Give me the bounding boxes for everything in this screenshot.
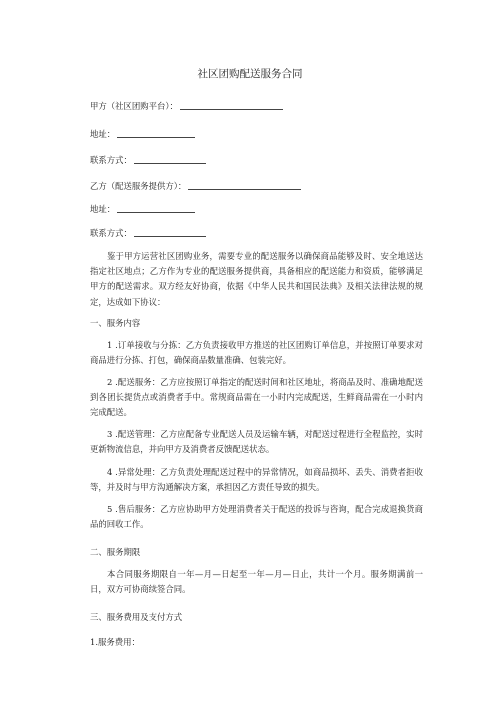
party-a-address-label: 地址：: [90, 129, 116, 139]
section-2-heading: 二、服务期限: [90, 547, 141, 557]
party-a-contact-blank: [134, 154, 206, 164]
party-a-line: [90, 100, 283, 112]
party-b-line: [90, 180, 301, 192]
party-a-label: 甲方（社区团购平台）：: [90, 101, 178, 111]
service-item-4: 4 .异常处理：乙方负责处理配送过程中的异常情况，如商品损坏、丢失、消费者拒收等，并及时与甲方沟通解决方案，承担因乙方责任导致的损失。: [90, 467, 423, 493]
service-item-5: 5 .售后服务：乙方应协助甲方处理消费者关于配送的投诉与咨询，配合完成退换货商品的回收工作。: [90, 504, 423, 530]
party-b-address-line: [90, 203, 195, 215]
party-b-contact-line: [90, 227, 206, 239]
service-term-paragraph: 本合同服务期限自一年—月—日起至一年—月—日止，共计一个月。服务期满前一日，双方可协商续签合同。: [90, 569, 423, 595]
preamble-paragraph: 鉴于甲方运营社区团购业务，需要专业的配送服务以确保商品能够及时、安全地送达指定社区地点；乙方作为专业的配送服务提供商，具备相应的配送能力和资质，能够满足甲方的配送需求。双方经友好协商，依据《中华人民共和国民法典》及相关法律法规的规定，达成如下协议：: [90, 251, 423, 307]
party-b-address-blank: [117, 203, 195, 213]
party-a-contact-label: 联系方式：: [90, 155, 132, 165]
party-b-label: 乙方（配送服务提供方）：: [90, 181, 187, 191]
service-item-3: 3 .配送管理：乙方应配备专业配送人员及运输车辆，对配送过程进行全程监控，实时更新物流信息，并向甲方及消费者反馈配送状态。: [90, 429, 423, 455]
fee-subheading: 1.服务费用：: [90, 637, 140, 647]
section-1-heading: 一、服务内容: [90, 318, 141, 328]
party-b-blank: [188, 180, 301, 190]
party-a-blank: [180, 100, 283, 110]
party-a-address-line: [90, 128, 195, 140]
party-a-contact-line: [90, 154, 206, 166]
service-item-1: 1 .订单接收与分拣：乙方负责接收甲方推送的社区团购订单信息，并按照订单要求对商品进行分拣、打包，确保商品数量准确、包装完好。: [90, 340, 423, 366]
document-title: 社区团购配送服务合同: [197, 68, 303, 80]
party-b-address-label: 地址：: [90, 204, 116, 214]
section-3-heading: 三、服务费用及支付方式: [90, 612, 183, 622]
party-b-contact-blank: [134, 227, 206, 237]
party-a-address-blank: [117, 128, 195, 138]
service-item-2: 2 .配送服务：乙方应按照订单指定的配送时间和社区地址，将商品及时、准确地配送到各团长提货点或消费者手中。常规商品需在一小时内完成配送，生鲜商品需在一小时内完成配送。: [90, 377, 423, 418]
party-b-contact-label: 联系方式：: [90, 228, 132, 238]
